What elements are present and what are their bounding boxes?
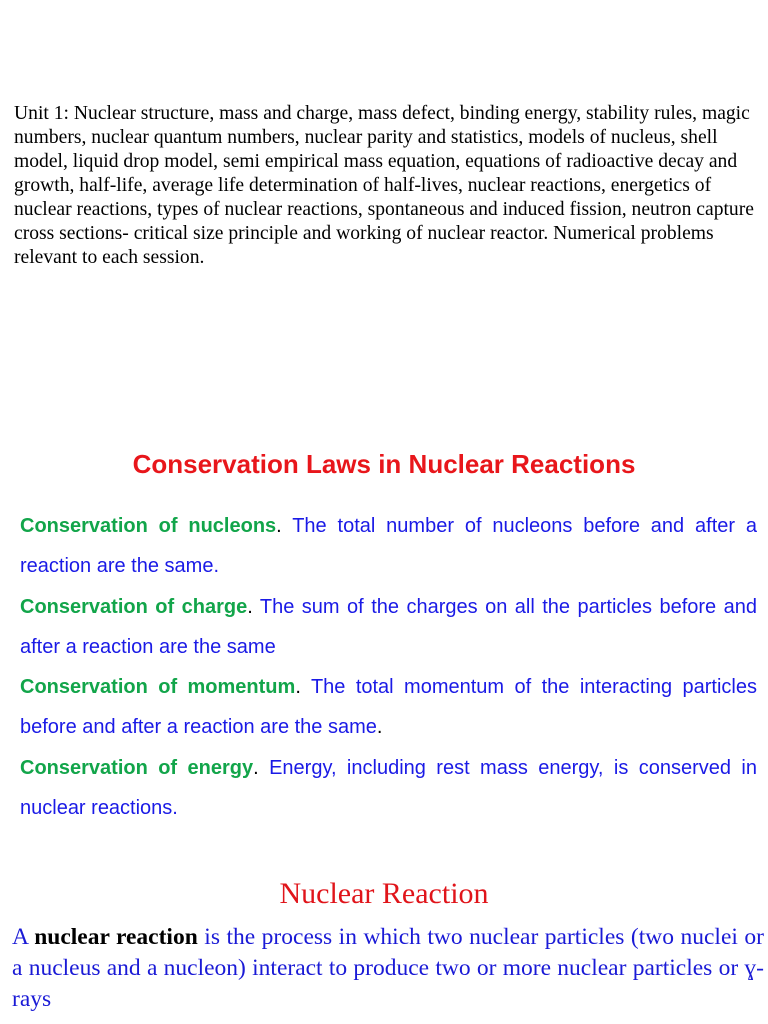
nuclear-reaction-paragraph [12,922,764,1015]
syllabus-paragraph: Unit 1: Nuclear structure, mass and charge, mass defect, binding energy, stability rules, magic numbers, nuclear quantum numbers, nuclear parity and statistics, models of nucleus, shell model, liquid drop model, semi empirical mass equation, equations of radioactive decay and growth, half-life, average life determination of half-lives, nuclear reactions, energetics of nuclear reactions, types of nuclear reactions, spontaneous and induced fission, neutron capture cross sections- critical size principle and working of nuclear reactor. Numerical problems relevant to each session. [14,103,754,268]
law-term: Conservation of energy [20,756,254,779]
nuclear-reaction-title: Nuclear Reaction [279,877,489,910]
law-charge [20,587,757,668]
conservation-laws-title: Conservation Laws in Nuclear Reactions [132,449,636,479]
law-separator: . [253,756,270,779]
nr-text: is the process in which two nuclear particles (two nuclei or a nucleus and a nucleon) interact to produce two or more nuclear particles or ɣ-rays [12,924,764,1012]
conservation-laws-list [20,506,757,828]
law-term: Conservation of nucleons [20,515,277,537]
law-description: The total number of nucleons before and after a reaction are the same. [20,515,757,578]
law-term: Conservation of charge [20,595,248,618]
law-energy [20,748,757,829]
law-separator: . [276,515,293,537]
law-momentum [20,667,757,748]
nr-bold-term: nuclear reaction [34,924,198,950]
nr-lead: A [12,924,35,950]
law-end: . [376,716,383,739]
law-description: Energy, including rest mass energy, is conserved in nuclear reactions. [20,756,757,820]
law-separator: . [247,595,260,618]
law-separator: . [295,676,311,699]
law-description: The sum of the charges on all the particles before and after a reaction are the same [20,595,757,658]
law-term: Conservation of momentum [20,676,296,699]
law-description: The total momentum of the interacting particles before and after a reaction are the same [20,676,757,739]
law-nucleons [20,506,757,587]
